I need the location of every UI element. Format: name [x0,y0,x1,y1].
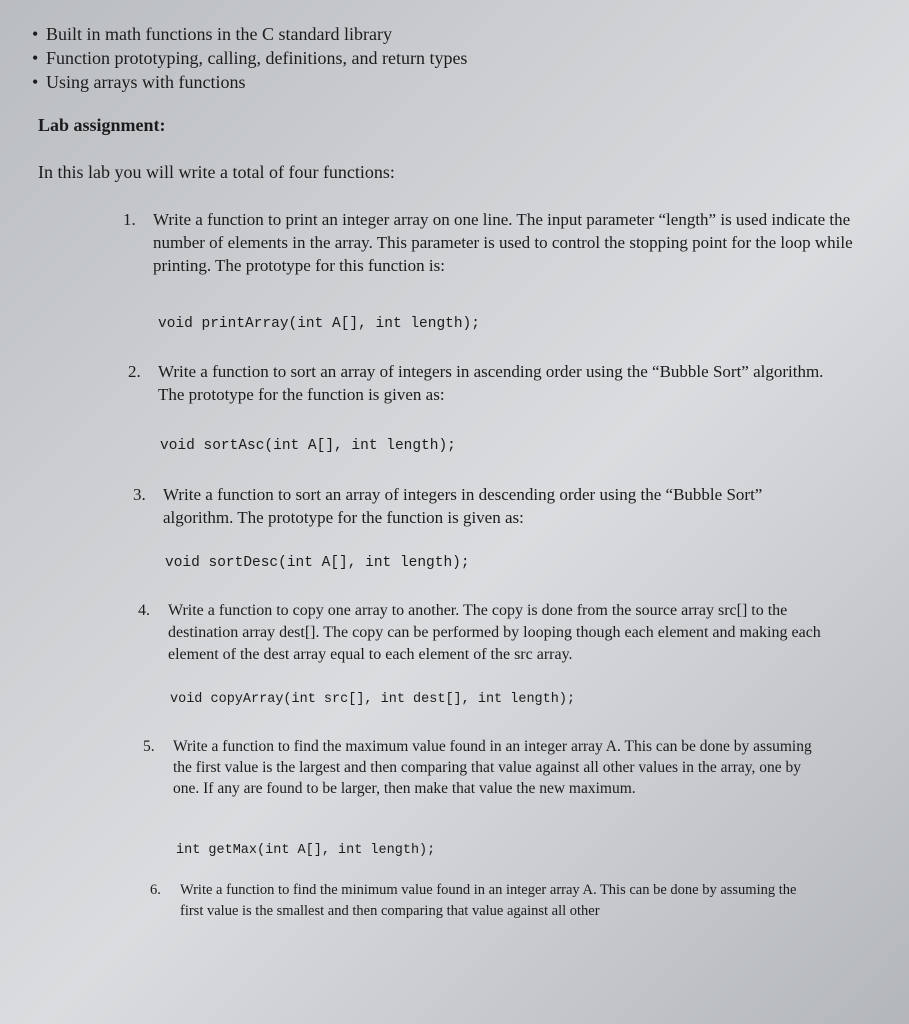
topics-list [32,22,467,94]
task-item [133,483,833,529]
task-item [143,736,823,799]
bullet-icon: • [32,72,39,92]
task-item [150,880,810,922]
list-item: • Function prototyping, calling, definitions, and return types [32,48,468,68]
task-text: Write a function to sort an array of integers in ascending order using the “Bubble Sort” algorithm. The prototype for the function is given as: [158,362,824,404]
intro-text: In this lab you will write a total of four functions: [38,162,395,182]
list-item: • Built in math functions in the C standard library [32,24,392,44]
task-item [128,360,838,406]
code-prototype: void sortAsc(int A[], int length); [160,438,456,454]
task-item [123,208,868,277]
bullet-icon: • [32,24,39,44]
section-heading: Lab assignment: [38,115,166,135]
task-text: Write a function to copy one array to another. The copy is done from the source array src[] to the destination array dest[]. The copy can be performed by looping though each element and making each element of the dest array equal to each element of the src array. [168,602,821,663]
task-text: Write a function to sort an array of integers in descending order using the “Bubble Sort” algorithm. The prototype for the function is given as: [163,485,763,527]
task-number: 2. [128,362,141,381]
list-item: • Using arrays with functions [32,72,246,92]
code-prototype: void sortDesc(int A[], int length); [165,555,470,571]
task-item [138,600,833,666]
task-number: 1. [123,210,136,229]
code-prototype: void printArray(int A[], int length); [158,316,480,332]
task-number: 3. [133,485,146,504]
task-number: 5. [143,738,155,755]
code-prototype: int getMax(int A[], int length); [176,843,436,858]
bullet-icon: • [32,48,39,68]
task-text: Write a function to find the maximum value found in an integer array A. This can be done by assuming the first value is the largest and then comparing that value against all other values in the array, one by one. If any are found to be larger, then make that value the new maximum. [173,738,812,797]
task-number: 6. [150,882,161,898]
code-prototype: void copyArray(int src[], int dest[], int length); [170,692,576,707]
task-number: 4. [138,602,150,619]
task-text: Write a function to print an integer array on one line. The input parameter “length” is used indicate the number of elements in the array. This parameter is used to control the stopping point for the loop while printing. The prototype for this function is: [153,210,853,275]
task-text: Write a function to find the minimum value found in an integer array A. This can be done by assuming the first value is the smallest and then comparing that value against all other [180,882,797,919]
